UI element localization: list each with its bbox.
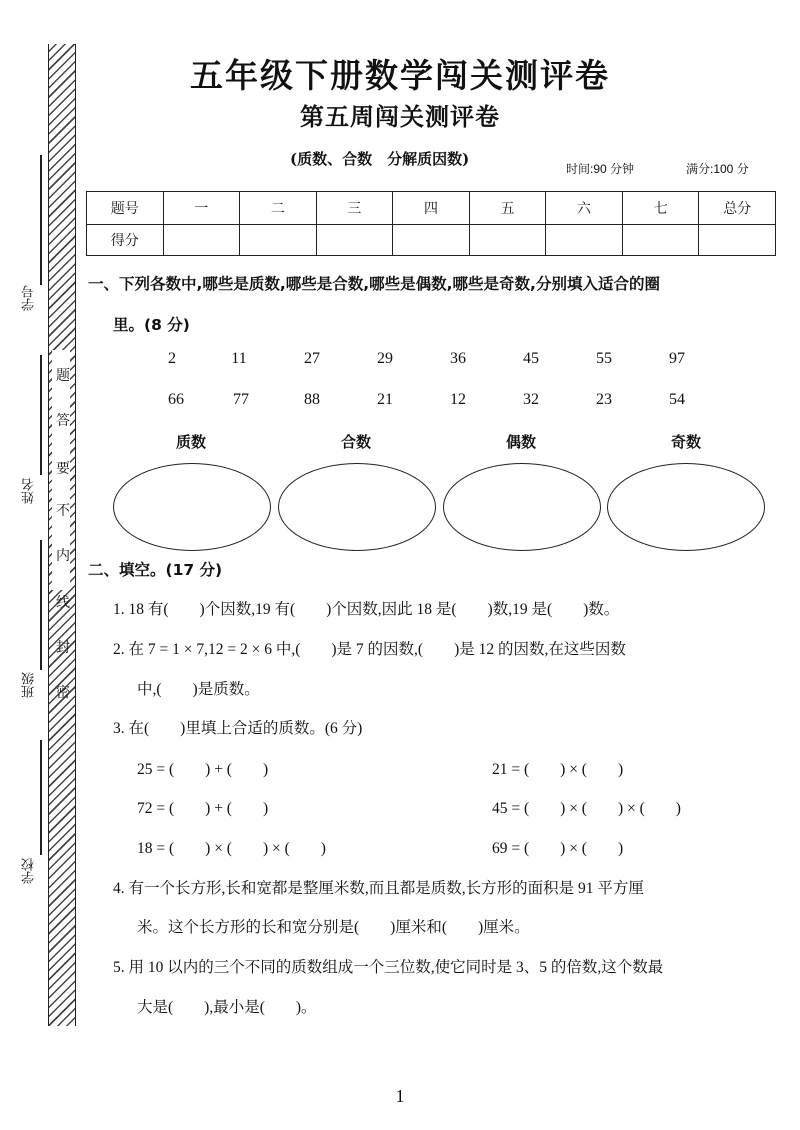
score-input-cell[interactable] (316, 225, 393, 256)
section2-heading: 二、填空。(17 分) (88, 561, 223, 579)
full-score: 满分:100 分 (686, 162, 749, 176)
equation-left: 18 = ( ) × ( ) × ( ) (137, 840, 326, 857)
number-item: 21 (377, 391, 393, 408)
table-cell: 三 (316, 192, 393, 225)
seal-char: 要 (56, 461, 70, 477)
number-item: 32 (523, 391, 539, 408)
table-cell: 六 (546, 192, 623, 225)
equation-left: 25 = ( ) + ( ) (137, 761, 269, 778)
odd-answer-oval[interactable] (607, 463, 765, 551)
seal-char: 不 (56, 503, 70, 519)
number-item: 27 (304, 350, 320, 367)
name-line (40, 355, 42, 475)
school-label: 学校 (22, 858, 37, 884)
exam-subtitle: 第五周闯关测评卷 (300, 102, 500, 131)
seal-char: 答 (56, 413, 70, 429)
question-3: 3. 在( )里填上合适的质数。(6 分) (113, 720, 363, 737)
number-item: 45 (523, 350, 539, 367)
number-item: 2 (168, 350, 176, 367)
student-no-line (40, 155, 42, 285)
score-input-cell[interactable] (240, 225, 317, 256)
equation-right: 69 = ( ) × ( ) (492, 840, 624, 857)
section1-heading-cont: 里。(8 分) (113, 316, 190, 334)
score-input-cell[interactable] (393, 225, 470, 256)
table-cell: 七 (622, 192, 699, 225)
question-4: 4. 有一个长方形,长和宽都是整厘米数,而且都是质数,长方形的面积是 91 平方厘 (113, 880, 644, 897)
number-item: 66 (168, 391, 184, 408)
even-label: 偶数 (505, 433, 536, 451)
score-table (86, 191, 776, 256)
score-input-cell[interactable] (622, 225, 699, 256)
section1-heading: 一、下列各数中,哪些是质数,哪些是合数,哪些是偶数,哪些是奇数,分别填入适合的圈 (88, 275, 660, 293)
composite-answer-oval[interactable] (278, 463, 436, 551)
number-item: 55 (596, 350, 612, 367)
time-limit: 时间:90 分钟 (566, 162, 635, 176)
table-cell: 题号 (87, 192, 164, 225)
table-cell: 一 (163, 192, 240, 225)
seal-char: 题 (56, 368, 70, 384)
student-no-label: 学号 (22, 285, 37, 311)
seal-char: 密 (56, 685, 70, 701)
table-cell: 二 (240, 192, 317, 225)
question-2: 2. 在 7 = 1 × 7,12 = 2 × 6 中,( )是 7 的因数,( )是 12 的因数,在这些因数 (113, 641, 626, 658)
number-item: 88 (304, 391, 320, 408)
number-item: 29 (377, 350, 393, 367)
table-cell: 得分 (87, 225, 164, 256)
name-label: 姓名 (22, 478, 37, 504)
seal-char: 封 (56, 640, 70, 656)
equation-right: 21 = ( ) × ( ) (492, 761, 624, 778)
table-cell: 总分 (699, 192, 776, 225)
number-item: 11 (231, 350, 247, 367)
question-5: 5. 用 10 以内的三个不同的质数组成一个三位数,使它同时是 3、5 的倍数,这个数最 (113, 959, 664, 976)
number-item: 54 (669, 391, 685, 408)
score-row (87, 225, 776, 256)
number-item: 77 (233, 391, 249, 408)
question-1: 1. 18 有( )个因数,19 有( )个因数,因此 18 是( )数,19 是( )数。 (113, 601, 620, 618)
question-5-cont: 大是( ),最小是( )。 (137, 999, 317, 1016)
exam-title: 五年级下册数学闯关测评卷 (190, 56, 610, 95)
question-4-cont: 米。这个长方形的长和宽分别是( )厘米和( )厘米。 (137, 919, 530, 936)
score-input-cell[interactable] (163, 225, 240, 256)
seal-char: 线 (56, 595, 70, 611)
even-answer-oval[interactable] (443, 463, 601, 551)
class-label: 班级 (22, 672, 37, 698)
score-input-cell[interactable] (469, 225, 546, 256)
equation-left: 72 = ( ) + ( ) (137, 800, 269, 817)
score-input-cell[interactable] (546, 225, 623, 256)
number-item: 23 (596, 391, 612, 408)
class-line (40, 540, 42, 670)
equation-right: 45 = ( ) × ( ) × ( ) (492, 800, 681, 817)
school-line (40, 740, 42, 855)
score-input-cell[interactable] (699, 225, 776, 256)
question-2-cont: 中,( )是质数。 (137, 681, 260, 698)
odd-label: 奇数 (670, 433, 701, 451)
number-item: 12 (450, 391, 466, 408)
exam-topics: (质数、合数 分解质因数) (290, 150, 470, 168)
prime-answer-oval[interactable] (113, 463, 271, 551)
table-cell: 五 (469, 192, 546, 225)
composite-label: 合数 (340, 433, 371, 451)
page-number: 1 (395, 1086, 405, 1106)
table-cell: 四 (393, 192, 470, 225)
question-number-row (87, 192, 776, 225)
number-item: 36 (450, 350, 466, 367)
number-item: 97 (669, 350, 685, 367)
seal-char: 内 (56, 548, 70, 564)
prime-label: 质数 (175, 433, 206, 451)
